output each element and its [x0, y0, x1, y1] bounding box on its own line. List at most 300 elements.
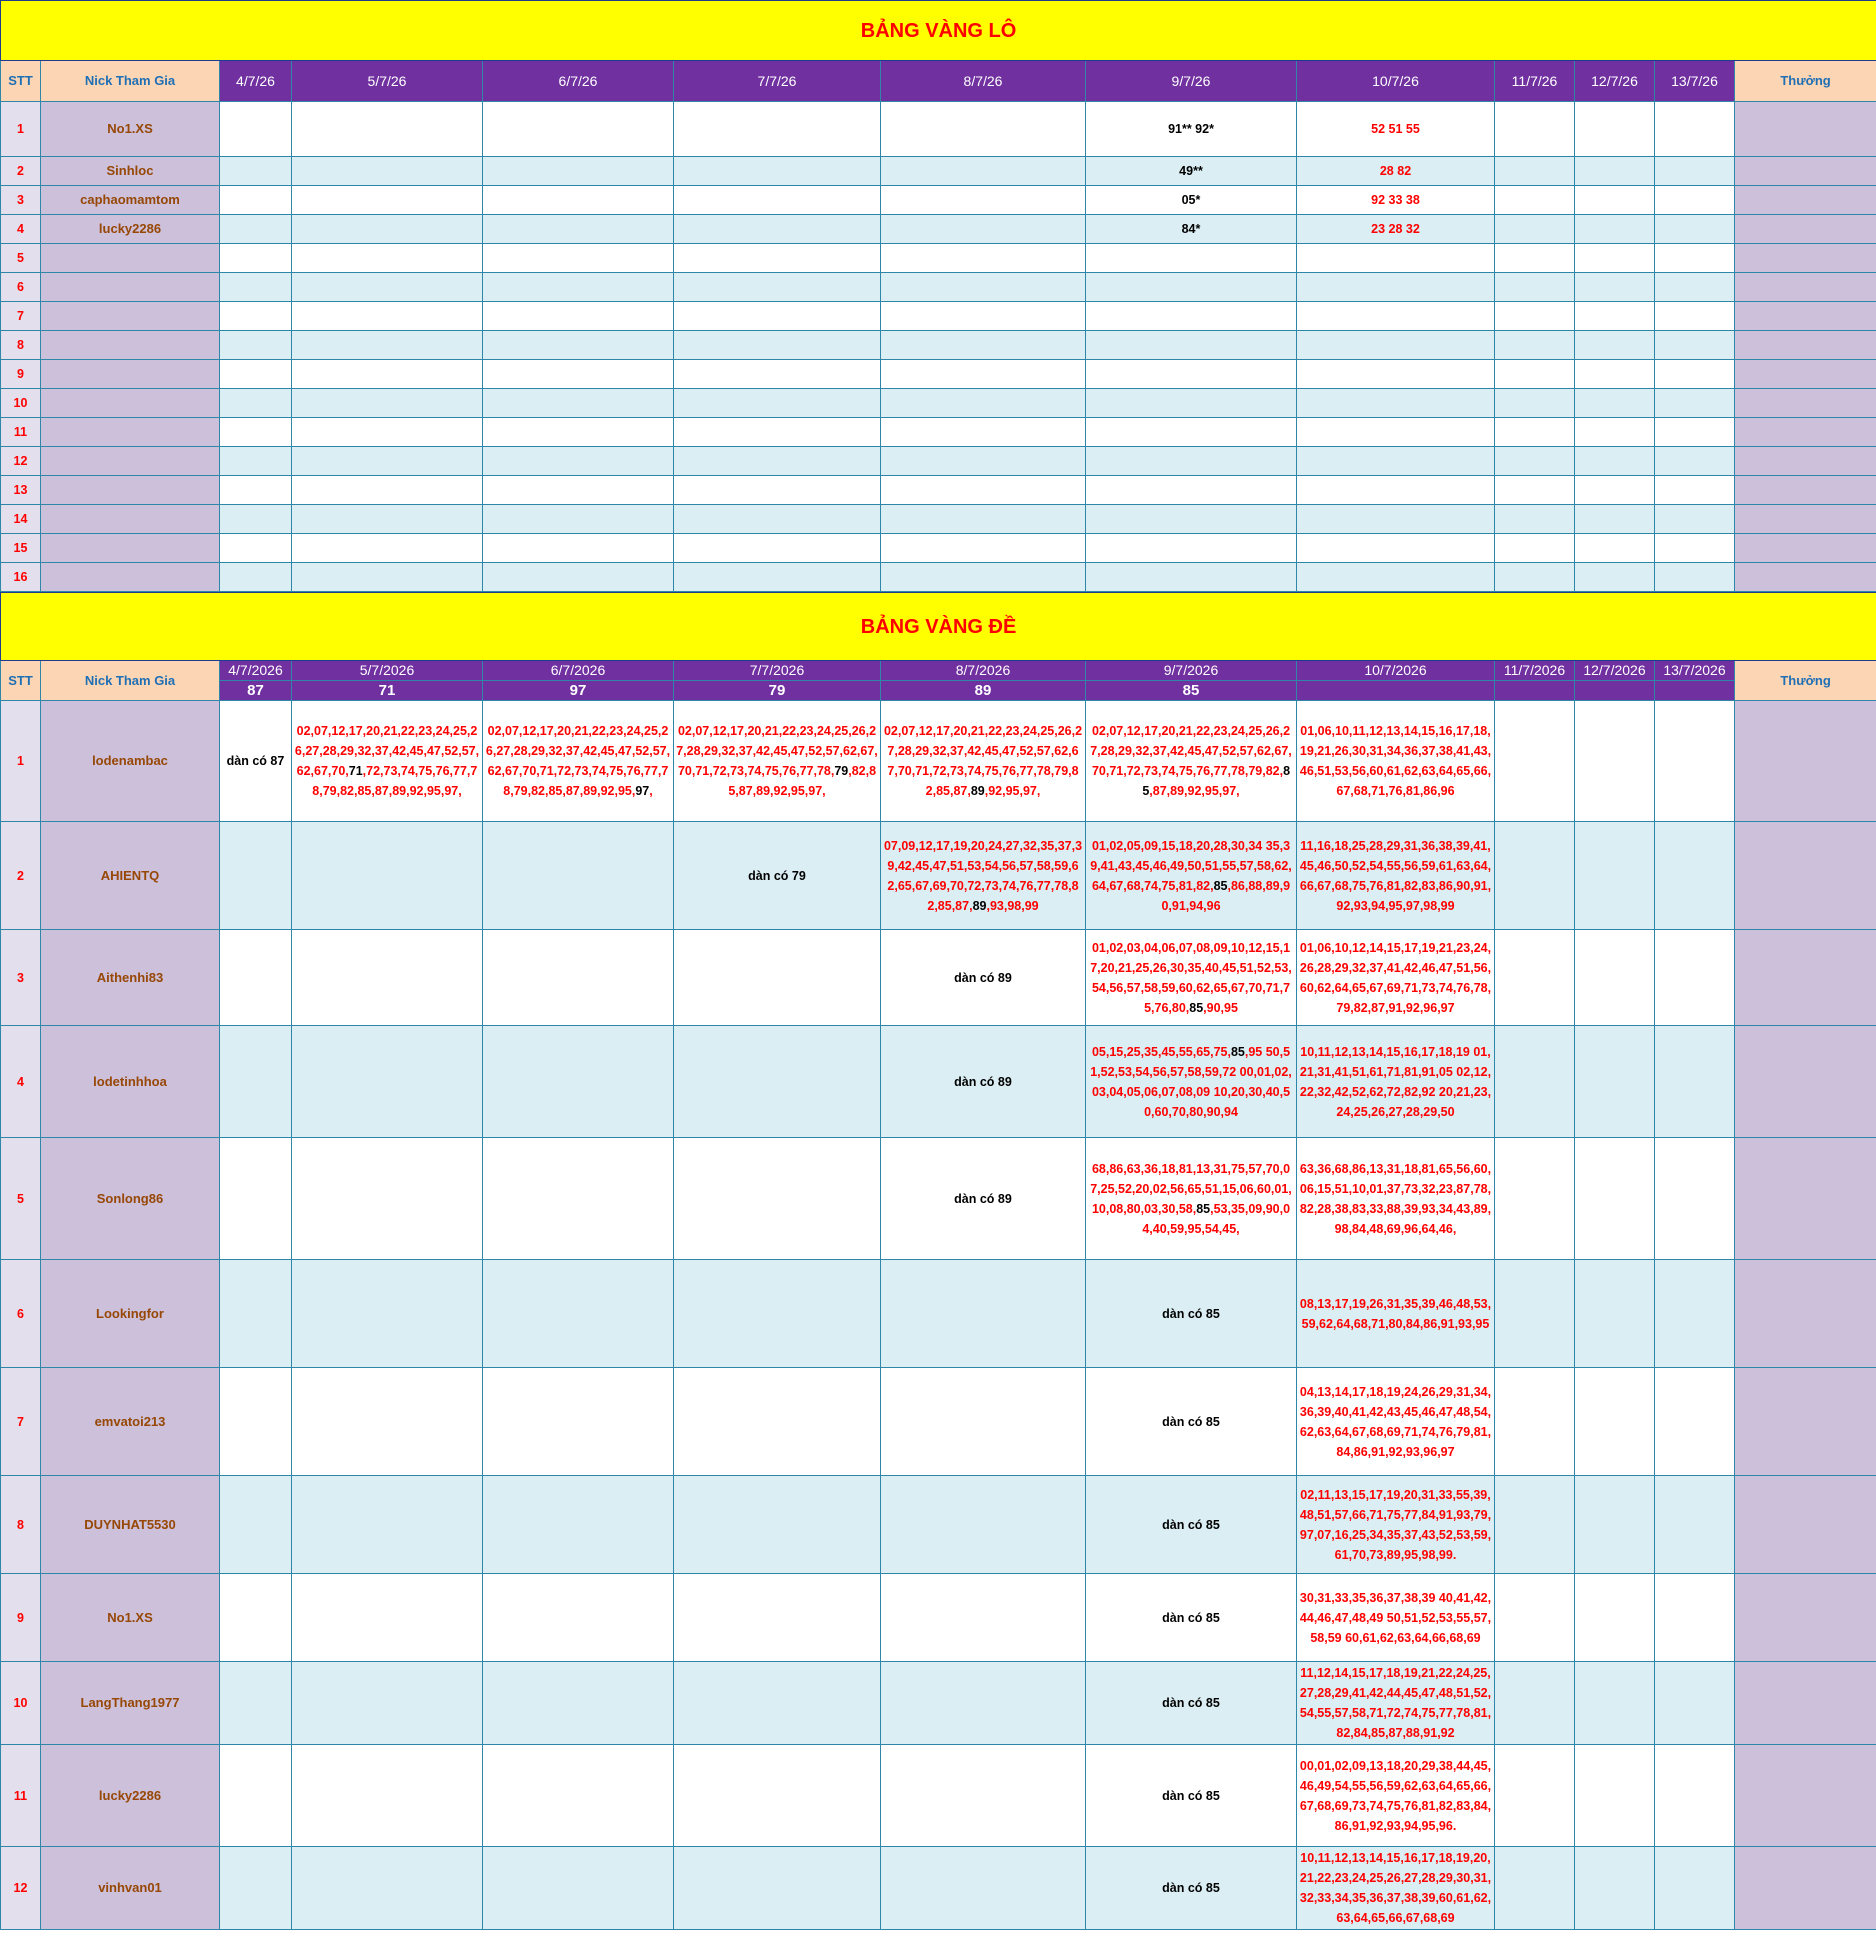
pick-cell	[1575, 186, 1655, 215]
number-list	[883, 968, 1083, 988]
table-row	[1, 447, 1876, 476]
pick-cell: 05*	[1086, 186, 1297, 215]
number-list	[883, 721, 1083, 801]
thuong-cell	[1735, 1847, 1876, 1930]
date-header: 12/7/2026	[1575, 661, 1655, 681]
nick-cell: Aithenhi83	[41, 930, 220, 1026]
date-header: 13/7/2026	[1655, 661, 1735, 681]
pick-cell	[881, 215, 1086, 244]
pick-cell: 92 33 38	[1297, 186, 1495, 215]
nick-cell	[41, 563, 220, 592]
pick-cell	[292, 157, 483, 186]
pick-cell	[674, 505, 881, 534]
pick-cell	[881, 1574, 1086, 1662]
pick-cell	[674, 418, 881, 447]
number-list	[1299, 836, 1492, 916]
pick-cell	[1297, 1745, 1495, 1847]
pick-cell	[1495, 273, 1575, 302]
pick-cell	[292, 1574, 483, 1662]
pick-cell	[1297, 505, 1495, 534]
pick-cell	[1297, 1662, 1495, 1745]
pick-cell	[1495, 1260, 1575, 1368]
pick-cell	[220, 1260, 292, 1368]
date-header: 10/7/2026	[1297, 661, 1495, 681]
stt-cell: 7	[1, 302, 41, 331]
pick-cell	[881, 1260, 1086, 1368]
pick-cell	[881, 1138, 1086, 1260]
number-segment: 85	[1196, 1201, 1211, 1216]
table-row	[1, 215, 1876, 244]
result-value: 87	[220, 681, 292, 701]
pick-cell	[674, 389, 881, 418]
pick-cell	[1575, 1260, 1655, 1368]
pick-cell	[220, 215, 292, 244]
date-header: 8/7/2026	[881, 661, 1086, 681]
pick-cell	[1655, 505, 1735, 534]
number-list	[1088, 1786, 1294, 1806]
number-segment: ,90,95	[1203, 1000, 1238, 1015]
pick-cell	[220, 1476, 292, 1574]
number-list	[1088, 1304, 1294, 1324]
pick-cell	[220, 360, 292, 389]
stt-cell: 2	[1, 822, 41, 930]
thuong-cell	[1735, 244, 1876, 273]
pick-cell	[674, 302, 881, 331]
pick-cell	[1297, 418, 1495, 447]
pick-cell	[220, 418, 292, 447]
pick-cell	[1575, 1847, 1655, 1930]
number-segment: 10,11,12,13,14,15,16,17,18,19 01,21,31,41,51,61,71,81,91,05 02,12,22,32,42,52,62,72,82,92 20,21,23,24,25,26,27,28,29,50	[1299, 1044, 1492, 1119]
table-row	[1, 1138, 1876, 1260]
number-list	[1088, 1608, 1294, 1628]
pick-cell	[674, 1260, 881, 1368]
pick-cell	[881, 1847, 1086, 1930]
pick-cell	[1655, 476, 1735, 505]
number-list	[1088, 1412, 1294, 1432]
number-segment: dàn có 85	[1162, 1306, 1220, 1321]
number-segment: 04,13,14,17,18,19,24,26,29,31,34,36,39,40,41,42,43,45,46,47,48,54,62,63,64,67,68,69,71,74,76,79,81,84,86,91,92,93,96,97	[1299, 1384, 1492, 1459]
number-segment: dàn có 85	[1162, 1517, 1220, 1532]
pick-cell	[1495, 930, 1575, 1026]
number-list	[1299, 721, 1492, 801]
table-row	[1, 701, 1876, 822]
nick-cell	[41, 302, 220, 331]
number-segment: ,87,89,92,95,97,	[1149, 784, 1240, 798]
pick-cell	[483, 1476, 674, 1574]
number-segment: ,95 50,51,52,53,54,56,57,58,59,72 00,01,02,03,04,05,06,07,08,09 10,20,30,40,50,60,70,80,90,94	[1090, 1044, 1292, 1119]
date-header: 13/7/26	[1655, 61, 1735, 102]
pick-cell	[220, 563, 292, 592]
number-segment: ,93,98,99	[986, 898, 1039, 913]
number-segment: ,	[649, 784, 653, 798]
pick-cell	[292, 418, 483, 447]
pick-cell	[220, 389, 292, 418]
table-row	[1, 157, 1876, 186]
date-header: 10/7/26	[1297, 61, 1495, 102]
stt-cell: 5	[1, 1138, 41, 1260]
pick-cell	[220, 701, 292, 822]
pick-cell	[1297, 447, 1495, 476]
pick-cell	[674, 360, 881, 389]
pick-cell	[483, 1662, 674, 1745]
pick-cell	[483, 822, 674, 930]
pick-cell	[674, 1847, 881, 1930]
pick-cell	[220, 157, 292, 186]
pick-cell	[881, 563, 1086, 592]
number-segment: 11,12,14,15,17,18,19,21,22,24,25,27,28,29,41,42,44,45,47,48,51,52,54,55,57,58,71,72,74,75,77,78,81,82,84,85,87,88,91,92	[1299, 1666, 1492, 1740]
pick-cell	[483, 534, 674, 563]
date-header: 12/7/26	[1575, 61, 1655, 102]
nick-cell	[41, 505, 220, 534]
pick-cell	[1495, 1662, 1575, 1745]
number-segment: 00,01,02,09,13,18,20,29,38,44,45,46,49,54,55,56,59,62,63,64,65,66,67,68,69,73,74,75,76,81,82,83,84,86,91,92,93,94,95,96.	[1299, 1758, 1492, 1833]
pick-cell	[1495, 157, 1575, 186]
pick-cell	[1086, 1476, 1297, 1574]
thuong-cell	[1735, 1745, 1876, 1847]
pick-cell	[1495, 447, 1575, 476]
number-list	[1299, 1663, 1492, 1743]
number-list	[1299, 1159, 1492, 1239]
table-row	[1, 389, 1876, 418]
result-value	[1495, 681, 1575, 701]
pick-cell	[483, 476, 674, 505]
number-segment: dàn có 87	[226, 754, 285, 768]
nick-cell: No1.XS	[41, 102, 220, 157]
lo-title: BẢNG VÀNG LÔ	[1, 1, 1876, 61]
pick-cell	[292, 1138, 483, 1260]
pick-cell	[483, 360, 674, 389]
pick-cell	[1086, 1026, 1297, 1138]
number-segment: 10,11,12,13,14,15,16,17,18,19,20,21,22,23,24,25,26,27,28,29,30,31,32,33,34,35,36,37,38,39,60,61,62,63,64,65,66,67,68,69	[1299, 1851, 1492, 1925]
date-header: 8/7/26	[881, 61, 1086, 102]
pick-cell	[881, 157, 1086, 186]
date-header: 11/7/2026	[1495, 661, 1575, 681]
pick-cell	[483, 244, 674, 273]
pick-cell	[1297, 273, 1495, 302]
nick-cell: LangThang1977	[41, 1662, 220, 1745]
pick-cell	[1086, 1662, 1297, 1745]
thuong-cell	[1735, 505, 1876, 534]
number-segment: dàn có 89	[954, 970, 1012, 985]
pick-cell	[220, 244, 292, 273]
pick-cell	[292, 534, 483, 563]
pick-cell	[292, 1662, 483, 1745]
number-list	[676, 866, 878, 886]
thuong-cell	[1735, 302, 1876, 331]
pick-cell	[1655, 1138, 1735, 1260]
pick-cell	[881, 1026, 1086, 1138]
pick-cell	[1495, 701, 1575, 822]
number-list	[1299, 1382, 1492, 1462]
pick-cell	[292, 186, 483, 215]
pick-cell	[1575, 822, 1655, 930]
pick-cell	[1575, 360, 1655, 389]
thuong-cell	[1735, 102, 1876, 157]
pick-cell	[674, 534, 881, 563]
nick-cell	[41, 447, 220, 476]
pick-cell	[881, 1476, 1086, 1574]
nick-cell: caphaomamtom	[41, 186, 220, 215]
thuong-cell	[1735, 930, 1876, 1026]
number-segment: 02,07,12,17,20,21,22,23,24,25,26,27,28,29,32,37,42,45,47,52,57,62,67,70,71,72,73,74,75,76,77,78,79,82,	[1090, 724, 1292, 778]
stt-cell: 12	[1, 1847, 41, 1930]
pick-cell	[220, 1847, 292, 1930]
number-list	[1299, 938, 1492, 1018]
pick-cell	[483, 389, 674, 418]
pick-cell	[1297, 1574, 1495, 1662]
table-row	[1, 1368, 1876, 1476]
date-header: 7/7/2026	[674, 661, 881, 681]
nick-cell	[41, 476, 220, 505]
pick-cell	[220, 930, 292, 1026]
pick-cell	[220, 1662, 292, 1745]
pick-cell	[483, 1847, 674, 1930]
table-row	[1, 534, 1876, 563]
pick-cell	[483, 1260, 674, 1368]
result-value	[1297, 681, 1495, 701]
pick-cell	[1575, 563, 1655, 592]
stt-cell: 12	[1, 447, 41, 476]
number-segment: 85	[1213, 878, 1228, 893]
pick-cell: 23 28 32	[1297, 215, 1495, 244]
number-segment: ,72,73,74,75,76,77,78,79,82,85,87,89,92,95,97,	[312, 764, 478, 798]
thuong-cell	[1735, 186, 1876, 215]
pick-cell	[1495, 822, 1575, 930]
lo-table	[0, 0, 1876, 592]
pick-cell	[1655, 418, 1735, 447]
pick-cell	[674, 215, 881, 244]
pick-cell	[881, 1368, 1086, 1476]
pick-cell	[1655, 360, 1735, 389]
pick-cell	[1495, 1026, 1575, 1138]
pick-cell	[1655, 273, 1735, 302]
thuong-cell	[1735, 273, 1876, 302]
pick-cell	[674, 244, 881, 273]
pick-cell	[1086, 1368, 1297, 1476]
pick-cell	[483, 930, 674, 1026]
result-value: 89	[881, 681, 1086, 701]
number-list	[1299, 1485, 1492, 1565]
pick-cell	[674, 701, 881, 822]
number-segment: 89	[972, 898, 987, 913]
stt-header: STT	[1, 661, 41, 701]
table-row	[1, 244, 1876, 273]
pick-cell	[1655, 215, 1735, 244]
table-row	[1, 360, 1876, 389]
stt-cell: 16	[1, 563, 41, 592]
pick-cell	[1575, 534, 1655, 563]
pick-cell	[1655, 1260, 1735, 1368]
pick-cell	[1575, 389, 1655, 418]
pick-cell	[483, 302, 674, 331]
pick-cell	[1495, 1476, 1575, 1574]
pick-cell	[1297, 534, 1495, 563]
pick-cell	[1086, 418, 1297, 447]
pick-cell	[674, 1574, 881, 1662]
pick-cell	[881, 822, 1086, 930]
date-header: 6/7/26	[483, 61, 674, 102]
pick-cell	[1297, 360, 1495, 389]
number-list	[883, 836, 1083, 916]
number-list	[1088, 1159, 1294, 1239]
number-list	[1088, 836, 1294, 916]
pick-cell	[1297, 930, 1495, 1026]
pick-cell	[1495, 302, 1575, 331]
pick-cell	[483, 215, 674, 244]
number-segment: 89	[970, 784, 985, 798]
pick-cell	[1655, 157, 1735, 186]
thuong-cell	[1735, 563, 1876, 592]
pick-cell	[292, 822, 483, 930]
stt-cell: 13	[1, 476, 41, 505]
pick-cell	[1655, 302, 1735, 331]
pick-cell	[881, 1662, 1086, 1745]
pick-cell	[1655, 930, 1735, 1026]
thuong-cell	[1735, 1574, 1876, 1662]
pick-cell	[1297, 389, 1495, 418]
stt-cell: 3	[1, 186, 41, 215]
stt-cell: 9	[1, 360, 41, 389]
pick-cell	[1297, 1368, 1495, 1476]
pick-cell	[1495, 1574, 1575, 1662]
pick-cell	[1086, 1138, 1297, 1260]
pick-cell	[483, 505, 674, 534]
pick-cell	[483, 157, 674, 186]
number-list	[1088, 721, 1294, 801]
number-segment: dàn có 89	[954, 1074, 1012, 1089]
nick-cell	[41, 244, 220, 273]
number-list	[294, 721, 480, 801]
table-row	[1, 930, 1876, 1026]
pick-cell	[1086, 302, 1297, 331]
pick-cell	[292, 1368, 483, 1476]
pick-cell	[674, 157, 881, 186]
pick-cell	[1086, 1260, 1297, 1368]
pick-cell	[881, 418, 1086, 447]
result-value: 97	[483, 681, 674, 701]
number-segment: 02,11,13,15,17,19,20,31,33,55,39,48,51,57,66,71,75,77,84,91,93,79,97,07,16,25,34,35,37,43,52,53,59,61,70,73,89,95,98,99.	[1299, 1487, 1492, 1562]
pick-cell	[292, 563, 483, 592]
pick-cell	[1575, 930, 1655, 1026]
pick-cell	[1086, 822, 1297, 930]
stt-cell: 6	[1, 1260, 41, 1368]
pick-cell	[1495, 389, 1575, 418]
pick-cell	[292, 102, 483, 157]
thuong-cell	[1735, 476, 1876, 505]
number-segment: 02,07,12,17,20,21,22,23,24,25,26,27,28,29,32,37,42,45,47,52,57,62,67,70,	[294, 724, 480, 778]
stt-cell: 8	[1, 331, 41, 360]
pick-cell	[1575, 215, 1655, 244]
pick-cell	[881, 389, 1086, 418]
pick-cell	[1086, 505, 1297, 534]
pick-cell	[674, 1662, 881, 1745]
pick-cell	[483, 447, 674, 476]
pick-cell	[292, 1847, 483, 1930]
pick-cell	[292, 505, 483, 534]
pick-cell	[1575, 1745, 1655, 1847]
number-segment: 63,36,68,86,13,31,18,81,65,56,60,06,15,51,10,01,37,73,32,23,87,78,82,28,38,83,33,88,39,93,34,43,89,98,84,48,69,96,64,46,	[1299, 1161, 1492, 1236]
number-segment: 07,09,12,17,19,20,24,27,32,35,37,39,42,45,47,51,53,54,56,57,58,59,62,65,67,69,70,72,73,74,76,77,78,82,85,87,	[883, 838, 1083, 913]
pick-cell	[1495, 1138, 1575, 1260]
table-row	[1, 1574, 1876, 1662]
pick-cell	[292, 1026, 483, 1138]
number-segment: 01,02,05,09,15,18,20,28,30,34 35,39,41,43,45,46,49,50,51,55,57,58,62,64,67,68,74,75,81,82,	[1090, 838, 1292, 893]
pick-cell	[1575, 447, 1655, 476]
date-header: 5/7/26	[292, 61, 483, 102]
thuong-cell	[1735, 157, 1876, 186]
date-header: 4/7/2026	[220, 661, 292, 681]
pick-cell	[220, 476, 292, 505]
pick-cell	[1655, 1847, 1735, 1930]
thuong-cell	[1735, 701, 1876, 822]
pick-cell	[220, 273, 292, 302]
thuong-cell	[1735, 360, 1876, 389]
pick-cell	[483, 1574, 674, 1662]
number-segment: 11,16,18,25,28,29,31,36,38,39,41,45,46,50,52,54,55,56,59,61,63,64,66,67,68,75,76,81,82,83,86,90,91,92,93,94,95,97,98,99	[1299, 838, 1492, 913]
pick-cell	[881, 302, 1086, 331]
stt-cell: 1	[1, 102, 41, 157]
table-row	[1, 186, 1876, 215]
pick-cell	[1575, 273, 1655, 302]
pick-cell	[674, 186, 881, 215]
pick-cell	[1086, 389, 1297, 418]
table-row	[1, 302, 1876, 331]
pick-cell	[881, 1745, 1086, 1847]
nick-cell: DUYNHAT5530	[41, 1476, 220, 1574]
de-table	[0, 592, 1876, 1930]
pick-cell	[483, 331, 674, 360]
result-value: 85	[1086, 681, 1297, 701]
pick-cell	[1495, 360, 1575, 389]
nick-cell: vinhvan01	[41, 1847, 220, 1930]
pick-cell	[1575, 1476, 1655, 1574]
number-list	[1299, 1756, 1492, 1836]
pick-cell: 84*	[1086, 215, 1297, 244]
number-list	[1299, 1848, 1492, 1928]
date-header: 7/7/26	[674, 61, 881, 102]
pick-cell	[1086, 331, 1297, 360]
nick-cell: lodenambac	[41, 701, 220, 822]
thuong-cell	[1735, 331, 1876, 360]
number-segment: 01,02,03,04,06,07,08,09,10,12,15,17,20,21,25,26,30,35,40,45,51,52,53,54,56,57,58,59,60,62,65,67,70,71,75,76,80,	[1090, 940, 1292, 1015]
pick-cell	[674, 1138, 881, 1260]
pick-cell	[674, 273, 881, 302]
number-segment: dàn có 85	[1162, 1696, 1220, 1710]
table-row	[1, 1662, 1876, 1745]
thuong-cell	[1735, 1368, 1876, 1476]
pick-cell	[881, 360, 1086, 389]
pick-cell	[1495, 1745, 1575, 1847]
pick-cell	[1655, 1368, 1735, 1476]
pick-cell	[220, 186, 292, 215]
pick-cell	[881, 534, 1086, 563]
table-row	[1, 563, 1876, 592]
stt-cell: 1	[1, 701, 41, 822]
thuong-cell	[1735, 534, 1876, 563]
pick-cell	[1086, 476, 1297, 505]
nick-cell	[41, 418, 220, 447]
thuong-cell	[1735, 1026, 1876, 1138]
pick-cell	[292, 476, 483, 505]
pick-cell	[483, 701, 674, 822]
pick-cell	[220, 1026, 292, 1138]
pick-cell	[292, 273, 483, 302]
pick-cell	[483, 1368, 674, 1476]
pick-cell	[1655, 1026, 1735, 1138]
pick-cell	[483, 418, 674, 447]
pick-cell	[1297, 1476, 1495, 1574]
pick-cell	[1655, 244, 1735, 273]
